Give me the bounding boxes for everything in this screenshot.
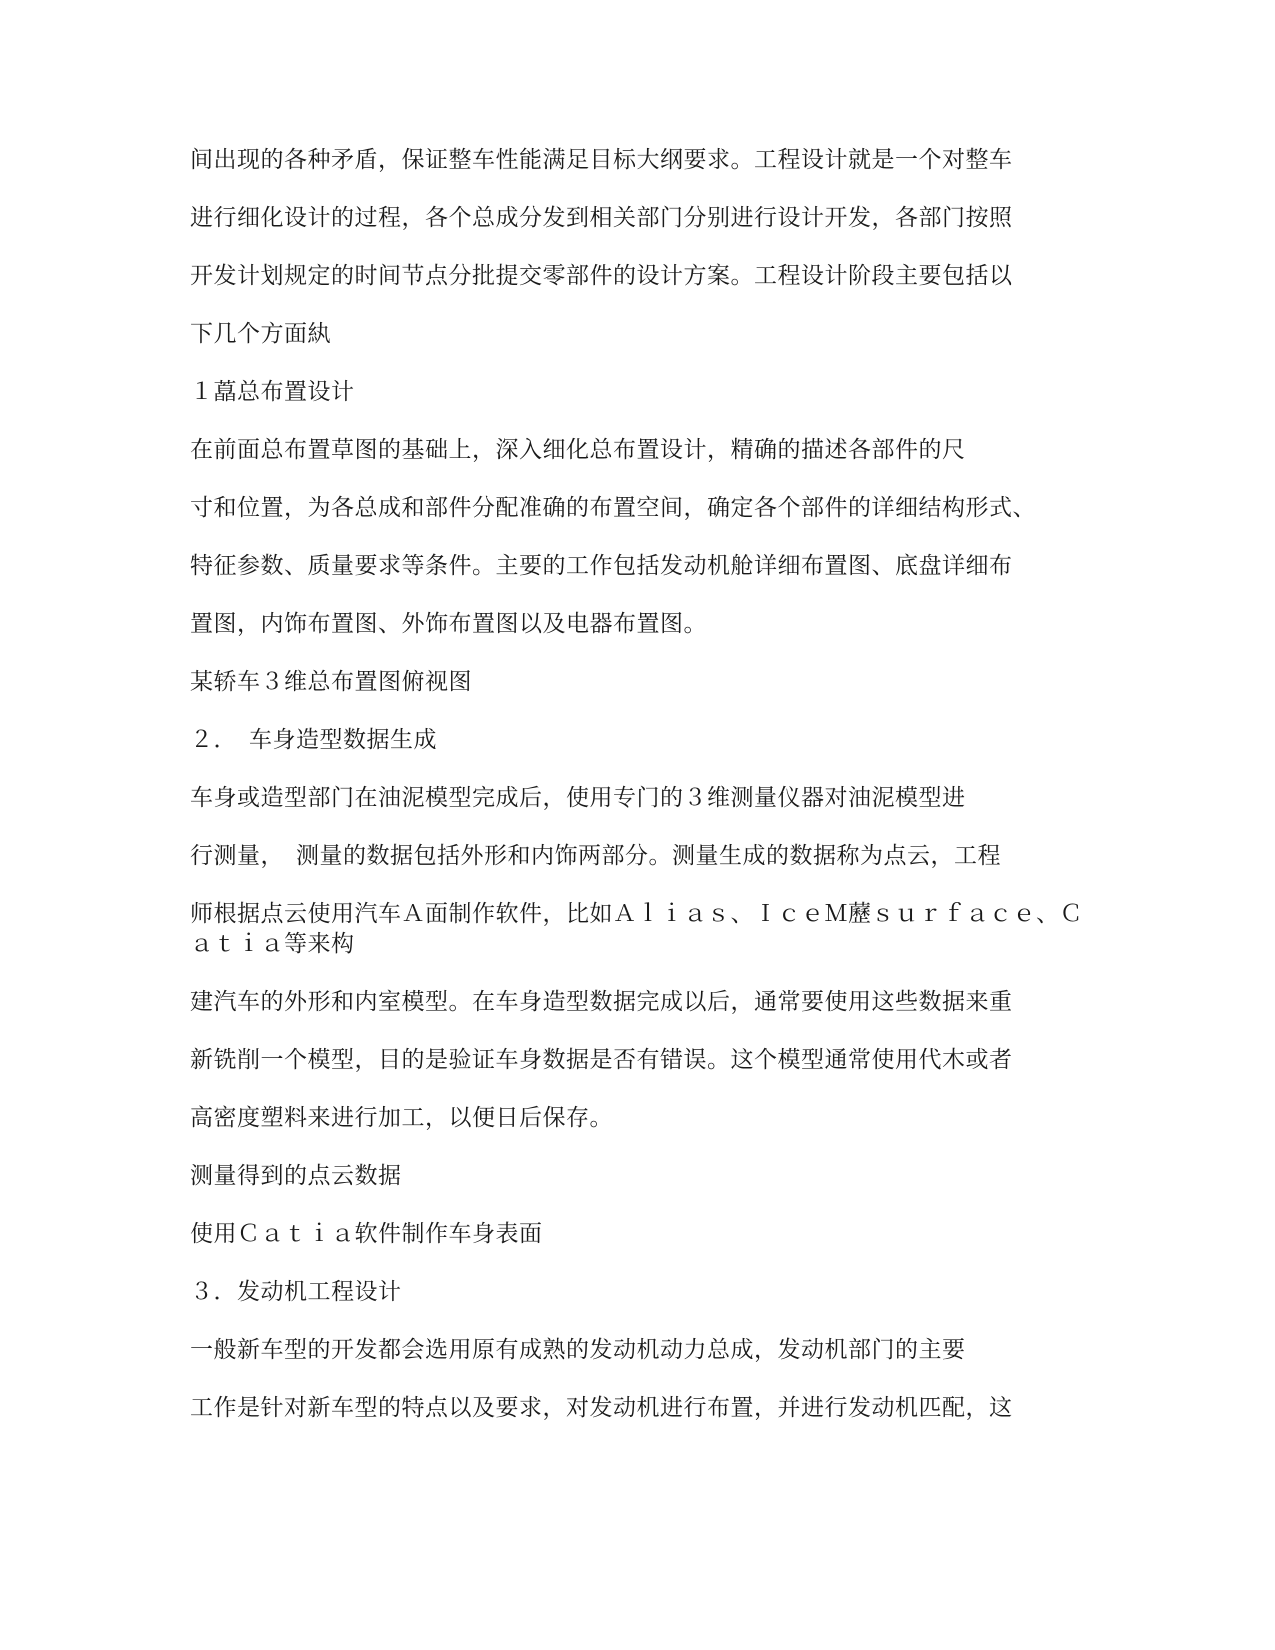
figure-caption: 测量得到的点云数据 — [190, 1163, 402, 1189]
paragraph-line: 开发计划规定的时间节点分批提交零部件的设计方案。工程设计阶段主要包括以 — [190, 263, 1013, 289]
figure-caption: 使用Ｃａｔｉａ软件制作车身表面 — [190, 1221, 543, 1247]
paragraph-line: 特征参数、质量要求等条件。主要的工作包括发动机舱详细布置图、底盘详细布 — [190, 553, 1013, 579]
paragraph-line: 置图，内饰布置图、外饰布置图以及电器布置图。 — [190, 611, 707, 637]
section-heading: ２． 车身造型数据生成 — [190, 727, 437, 753]
paragraph-line: 下几个方面紈 — [190, 321, 331, 347]
figure-caption: 某轿车３维总布置图俯视图 — [190, 669, 472, 695]
paragraph-line: 车身或造型部门在油泥模型完成后，使用专门的３维测量仪器对油泥模型进 — [190, 785, 966, 811]
paragraph-line: 寸和位置，为各总成和部件分配准确的布置空间，确定各个部件的详细结构形式、 — [190, 495, 1036, 521]
paragraph-line: 进行细化设计的过程，各个总成分发到相关部门分别进行设计开发，各部门按照 — [190, 205, 1013, 231]
paragraph-line: 工作是针对新车型的特点以及要求，对发动机进行布置，并进行发动机匹配，这 — [190, 1395, 1013, 1421]
paragraph-line: 行测量， 测量的数据包括外形和内饰两部分。测量生成的数据称为点云，工程 — [190, 843, 1001, 869]
paragraph-line: 在前面总布置草图的基础上，深入细化总布置设计，精确的描述各部件的尺 — [190, 437, 966, 463]
paragraph-line: 高密度塑料来进行加工，以便日后保存。 — [190, 1105, 613, 1131]
paragraph-line: 间出现的各种矛盾，保证整车性能满足目标大纲要求。工程设计就是一个对整车 — [190, 147, 1013, 173]
paragraph-line: 师根据点云使用汽车Ａ面制作软件，比如Ａｌｉａｓ、ＩｃｅＭ藶ｓｕｒｆａｃｅ、Ｃａｔｉａ等来构 — [190, 901, 1083, 957]
paragraph-line: 建汽车的外形和内室模型。在车身造型数据完成以后，通常要使用这些数据来重 — [190, 989, 1013, 1015]
paragraph-line: 新铣削一个模型，目的是验证车身数据是否有错误。这个模型通常使用代木或者 — [190, 1047, 1013, 1073]
section-heading: ３．发动机工程设计 — [190, 1279, 402, 1305]
paragraph-line: 一般新车型的开发都会选用原有成熟的发动机动力总成，发动机部门的主要 — [190, 1337, 966, 1363]
section-heading: １藠总布置设计 — [190, 379, 355, 405]
